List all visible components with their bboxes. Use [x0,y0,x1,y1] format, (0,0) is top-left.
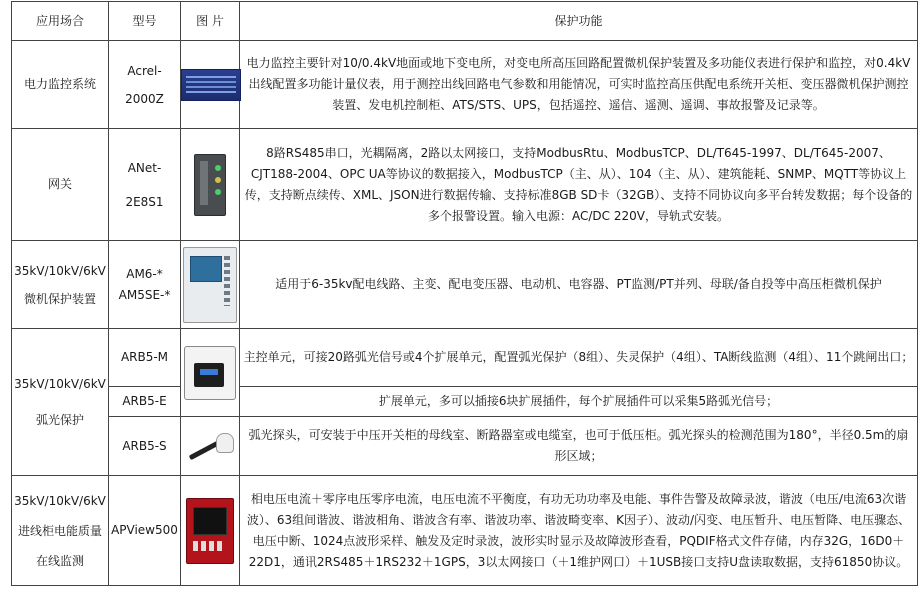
table-row [12,387,918,417]
scada-screenshot-image [181,69,241,101]
gateway-device-image [194,154,226,216]
function-text: 相电压电流＋零序电压零序电流，电压电流不平衡度，有功无功功率及电能、事件告警及故障录波，谐波（电压/电流63次谐波）、63组间谐波、谐波相角、谐波含有率、谐波功率、谐波畸变率、K因子）、波动/闪变、电压暂升、电压暂降、电压骤态、电压中断、1024点波形采样、触发及定时录波，波形实时显示及故障波形查看，PQDIF格式文件存储，内存32G，16D0＋22D1，通讯2RS485＋1RS232＋1GPS，3以太网接口（＋1维护网口）＋1USB接口支持U盘读取数据，支持61850协议。 [246,491,911,569]
protection-relay-image [183,247,237,323]
image-cell [181,129,240,241]
header-function: 保护功能 [240,2,918,41]
image-cell [181,41,240,129]
image-cell [181,476,240,586]
table-row [12,129,918,241]
scene-text: 电力监控系统 [23,77,96,91]
image-cell [181,329,240,417]
scene-line: 弧光保护 [35,413,84,427]
scene-text: 网关 [47,177,72,191]
function-text: 扩展单元，多可以插接6块扩展插件，每个扩展插件可以采集5路弧光信号； [378,394,779,408]
product-table [11,1,918,586]
model-line: AM6-* [126,266,163,281]
model-line: 2000Z [125,91,164,106]
function-text: 主控单元，可接20路弧光信号或4个扩展单元，配置弧光保护（8组）、失灵保护（4组）、TA断线监测（4组）、11个跳闸出口； [243,350,914,364]
function-cell [240,129,918,241]
model-text: ARB5-E [122,394,167,408]
table-row [12,329,918,387]
function-text: 弧光探头，可安装于中压开关柜的母线室、断路器室或电缆室，也可于低压柜。弧光探头的检测范围为180°，半径0.5m的扇形区域； [248,428,909,463]
function-cell [240,387,918,417]
model-cell [109,41,181,129]
table-header-row [12,2,918,41]
table-row [12,417,918,476]
scene-cell [12,41,109,129]
scene-line: 35kV/10kV/6kV [14,263,106,278]
scene-line: 35kV/10kV/6kV [14,493,106,508]
model-cell [109,129,181,241]
scene-line: 35kV/10kV/6kV [14,377,106,391]
model-cell [109,417,181,476]
image-cell [181,417,240,476]
model-cell [109,387,181,417]
scene-cell [12,476,109,586]
model-line: 2E8S1 [125,194,164,209]
table-row [12,241,918,329]
function-cell [240,241,918,329]
power-quality-analyzer-image [186,498,234,564]
model-cell [109,476,181,586]
scene-cell [12,129,109,241]
function-text: 适用于6-35kv配电线路、主变、配电变压器、电动机、电容器、PT监测/PT并列、母联/备自投等中高压柜微机保护 [275,277,882,291]
header-scene: 应用场合 [12,2,109,41]
function-cell [240,41,918,129]
function-text: 电力监控主要针对10/0.4kV地面或地下变电所，对变电所高压回路配置微机保护装置及多功能仪表进行保护和监控，对0.4kV出线配置多功能计量仪表，用于测控出线回路电气参数和用能情况，可实时监控高压供配电系统开关柜、变压器微机保护测控装置、发电机控制柜、ATS/STS、UPS，包括遥控、遥信、遥测、遥调、事故报警及记录等。 [246,56,911,112]
model-line: AM5SE-* [118,287,171,302]
function-cell [240,329,918,387]
model-cell [109,241,181,329]
header-model: 型号 [109,2,181,41]
table-row [12,41,918,129]
model-text: ARB5-M [120,350,169,364]
arc-main-unit-image [184,346,236,400]
scene-cell [12,329,109,476]
header-image: 图 片 [181,2,240,41]
model-cell [109,329,181,387]
scene-line: 进线柜电能质量 [17,523,102,538]
scene-line: 微机保护装置 [23,291,96,306]
model-line: Acrel- [127,63,162,78]
table-row [12,476,918,586]
scene-line: 在线监测 [35,553,84,568]
image-cell [181,241,240,329]
model-text: ARB5-S [122,438,167,453]
model-line: ANet- [127,160,162,175]
function-text: 8路RS485串口，光耦隔离，2路以太网接口，支持ModbusRtu、ModbusTCP、DL/T645-1997、DL/T645-2007、CJT188-2004、OPC UA等协议的数据接入，ModbusTCP（主、从）、104（主、从）、建筑能耗、SNMP、MQTT等协议上传，支持断点续传、XML、JSON进行数据传输、支持标准8GB SD卡（32GB）、支持不同协议向多平台转发数据；每个设备的多个报警设置。输入电源：AC/DC 220V，导轨式安装。 [244,145,913,223]
function-cell [240,417,918,476]
model-text: APView500 [111,523,178,537]
arc-probe-image [182,428,238,464]
scene-cell [12,241,109,329]
function-cell [240,476,918,586]
